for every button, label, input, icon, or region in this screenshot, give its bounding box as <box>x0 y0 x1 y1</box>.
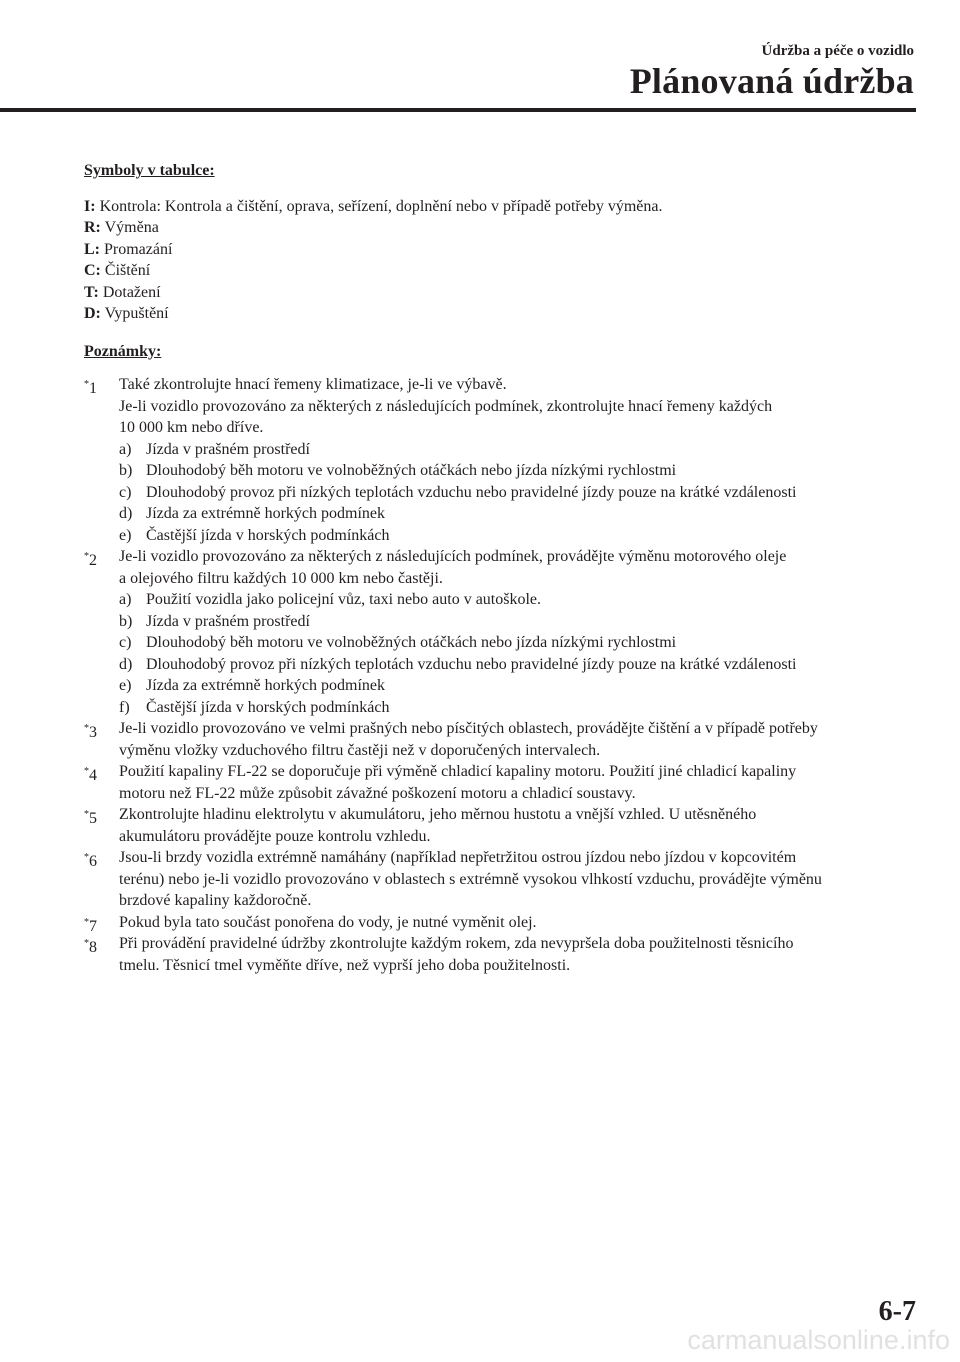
section-title: Údržba a péče o vozidlo <box>761 43 914 59</box>
note-marker <box>84 718 97 744</box>
note-asterisk: * <box>84 551 89 562</box>
condition-letter: c) <box>119 483 132 501</box>
note-marker <box>84 804 97 830</box>
symbols-list <box>84 196 914 325</box>
condition-text: Dlouhodobý provoz při nízkých teplotách vzduchu nebo pravidelné jízdy pouze na krátké vzdálenosti <box>146 655 797 673</box>
condition-text: Použití vozidla jako policejní vůz, taxi nebo auto v autoškole. <box>146 591 542 608</box>
note-text-line: a olejového filtru každých 10 000 km nebo častěji. <box>119 569 443 587</box>
condition-text: Jízda za extrémně horkých podmínek <box>146 505 386 522</box>
condition-item <box>119 482 914 504</box>
notes-list <box>84 374 914 976</box>
page-title: Plánovaná údržba <box>629 61 914 101</box>
note-text-line: Zkontrolujte hladinu elektrolytu v akumulátoru, jeho měrnou hustotu a vnější vzhled. U utěsněného <box>119 806 757 823</box>
condition-item <box>119 632 914 654</box>
condition-letter: c) <box>119 634 132 651</box>
symbol-row <box>84 196 914 218</box>
note-item <box>84 847 914 912</box>
condition-list <box>119 589 914 718</box>
note-text-line: Je-li vozidlo provozováno ve velmi prašných nebo písčitých oblastech, provádějte čištění a v případě potřeby <box>119 720 818 737</box>
note-number: 6 <box>89 853 97 870</box>
note-marker <box>84 761 97 787</box>
header-divider <box>0 108 916 112</box>
note-text-line: Je-li vozidlo provozováno za některých z následujících podmínek, zkontrolujte hnací řemeny každých <box>119 397 773 415</box>
symbol-row <box>84 282 914 304</box>
note-item <box>84 804 914 847</box>
note-text-line: Použití kapaliny FL-22 se doporučuje při výměně chladicí kapaliny motoru. Použití jiné chladicí kapaliny <box>119 763 797 780</box>
note-number: 5 <box>89 810 97 827</box>
symbol-code: D: <box>84 305 101 322</box>
note-text-line: Je-li vozidlo provozováno za některých z následujících podmínek, provádějte výměnu motorového oleje <box>119 548 787 565</box>
note-asterisk: * <box>84 938 89 949</box>
note-number: 7 <box>89 917 97 935</box>
note-text-line: výměnu vložky vzduchového filtru častěji než v doporučených intervalech. <box>119 741 601 759</box>
note-item <box>84 546 914 718</box>
page-number: 6-7 <box>878 1296 916 1327</box>
note-item <box>84 374 914 546</box>
note-text-line: Pokud byla tato součást ponořena do vody, je nutné vyměnit olej. <box>119 913 537 931</box>
condition-letter: b) <box>119 462 133 479</box>
symbol-code: I: <box>84 197 96 215</box>
symbol-text: Dotažení <box>102 283 161 301</box>
note-text-line: akumulátoru provádějte pouze kontrolu vzhledu. <box>119 827 431 845</box>
condition-letter: a) <box>119 591 132 608</box>
symbol-row <box>84 303 914 325</box>
condition-item <box>119 675 914 697</box>
condition-item <box>119 589 914 611</box>
condition-letter: e) <box>119 526 132 544</box>
condition-letter: b) <box>119 612 133 630</box>
note-text-line: 10 000 km nebo dříve. <box>119 419 264 436</box>
symbol-code: T: <box>84 283 99 301</box>
note-asterisk: * <box>84 852 89 863</box>
condition-item <box>119 460 914 482</box>
condition-item <box>119 654 914 676</box>
note-item <box>84 761 914 804</box>
note-item <box>84 718 914 761</box>
note-asterisk: * <box>84 723 89 734</box>
note-asterisk: * <box>84 379 89 390</box>
condition-item <box>119 439 914 461</box>
symbol-text: Vypuštění <box>104 305 169 322</box>
note-number: 4 <box>89 767 97 784</box>
symbol-text: Výměna <box>104 219 159 236</box>
page-content <box>84 160 914 976</box>
condition-item <box>119 503 914 525</box>
note-text-line: terénu) nebo je-li vozidlo provozováno v oblastech s extrémně vysokou vlhkostí vzduchu, provádějte výměnu <box>119 870 822 888</box>
note-number: 2 <box>89 552 97 569</box>
watermark: carmanualsonline.info <box>687 1325 950 1355</box>
note-marker <box>84 374 97 400</box>
note-number: 3 <box>89 724 97 741</box>
symbol-code: L: <box>84 240 100 258</box>
condition-letter: e) <box>119 677 132 694</box>
note-text-line: Také zkontrolujte hnací řemeny klimatizace, je-li ve výbavě. <box>119 376 507 393</box>
note-asterisk: * <box>84 916 89 928</box>
note-text-line: tmelu. Těsnicí tmel vyměňte dříve, než vyprší jeho doba použitelnosti. <box>119 956 571 974</box>
note-marker <box>84 546 97 572</box>
condition-letter: a) <box>119 440 132 458</box>
condition-letter: d) <box>119 655 133 673</box>
note-text-line: Při provádění pravidelné údržby zkontrolujte každým rokem, zda nevypršela doba použitelnosti těsnicího <box>119 935 794 952</box>
note-marker <box>84 933 97 959</box>
symbol-row <box>84 239 914 261</box>
symbol-text: Čištění <box>104 262 151 279</box>
note-number: 8 <box>89 939 97 956</box>
condition-text: Jízda v prašném prostředí <box>146 612 310 630</box>
notes-heading: Poznámky: <box>84 342 162 360</box>
condition-item <box>119 697 914 719</box>
note-asterisk: * <box>84 766 89 777</box>
condition-text: Dlouhodobý běh motoru ve volnoběžných otáčkách nebo jízda nízkými rychlostmi <box>146 634 677 651</box>
condition-item <box>119 611 914 633</box>
condition-text: Jízda v prašném prostředí <box>146 440 310 458</box>
note-marker <box>84 847 97 873</box>
symbol-code: C: <box>84 262 101 279</box>
note-text-line: Jsou-li brzdy vozidla extrémně namáhány (například nepřetržitou ostrou jízdou nebo jízdou v kopcovitém <box>119 849 797 866</box>
symbol-code: R: <box>84 219 101 236</box>
note-item <box>84 933 914 976</box>
condition-text: Častější jízda v horských podmínkách <box>146 526 390 544</box>
condition-text: Dlouhodobý běh motoru ve volnoběžných otáčkách nebo jízda nízkými rychlostmi <box>146 462 677 479</box>
note-text-line: motoru než FL-22 může způsobit závažné poškození motoru a chladicí soustavy. <box>119 784 636 802</box>
symbols-heading: Symboly v tabulce: <box>84 162 215 179</box>
note-asterisk: * <box>84 809 89 820</box>
condition-list <box>119 439 914 547</box>
note-number: 1 <box>89 380 97 397</box>
condition-text: Častější jízda v horských podmínkách <box>146 698 390 716</box>
condition-letter: d) <box>119 505 133 522</box>
symbol-row <box>84 260 914 282</box>
condition-text: Dlouhodobý provoz při nízkých teplotách vzduchu nebo pravidelné jízdy pouze na krátké vzdálenosti <box>146 483 797 501</box>
symbol-text: Kontrola: Kontrola a čištění, oprava, seřízení, doplnění nebo v případě potřeby výměna. <box>99 197 663 215</box>
note-item <box>84 912 914 934</box>
condition-item <box>119 525 914 547</box>
note-text-line: brzdové kapaliny každoročně. <box>119 892 312 909</box>
condition-letter: f) <box>119 698 130 716</box>
condition-text: Jízda za extrémně horkých podmínek <box>146 677 386 694</box>
symbol-text: Promazání <box>104 240 173 258</box>
symbol-row <box>84 217 914 239</box>
